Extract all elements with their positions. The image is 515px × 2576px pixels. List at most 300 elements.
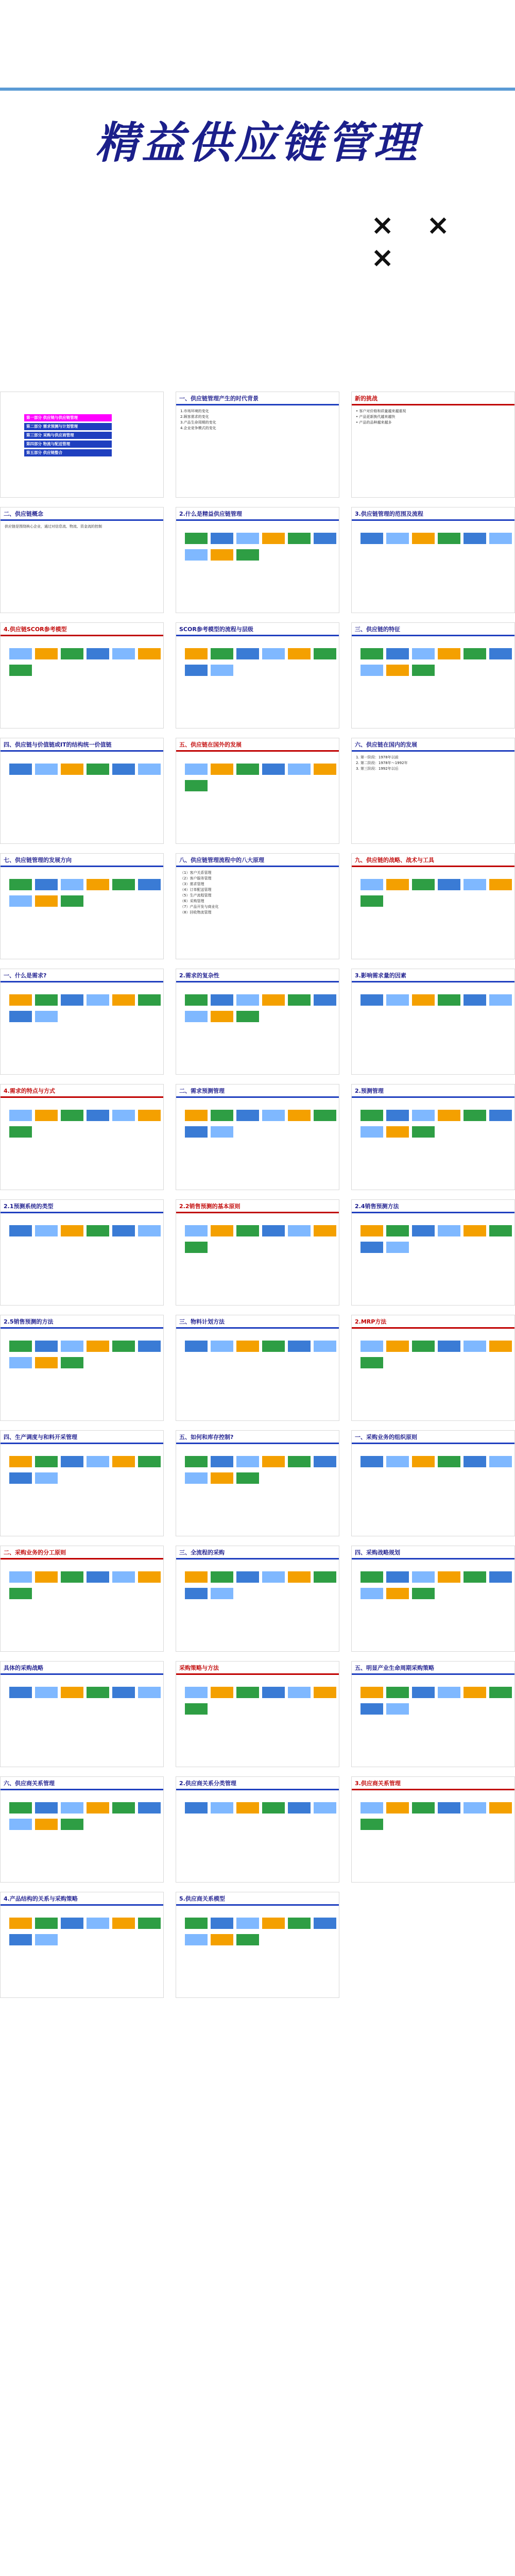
diagram-block [288,1110,311,1121]
diagram-block [386,994,409,1006]
slide-title: 2.5销售预测的方法 [1,1315,163,1329]
diagram-block [185,780,208,791]
slide-title: 2.什么是精益供应链管理 [176,507,339,521]
diagram-block [9,1918,32,1929]
slide-title: 六、供应链在国内的发展 [352,738,514,752]
diagram-block [112,1225,135,1236]
diagram-block [236,1011,259,1022]
slide-body [352,1675,514,1681]
slide-thumbnail [351,507,515,613]
diagram-block [61,1687,83,1698]
diagram-block [61,764,83,775]
diagram-block [236,648,259,659]
diagram-block [9,1934,32,1945]
slide-title: 五、明显产业生命周期采购策略 [352,1662,514,1675]
slide-body [1,1790,163,1797]
diagram-block [438,1456,460,1467]
diagram-block [185,1225,208,1236]
toc-list [24,413,112,458]
slide-thumbnail [176,1430,339,1536]
diagram-block [262,764,285,775]
toc-item: 第一部分 供应链与供应链管理 [24,414,112,421]
diagram-block [236,1918,259,1929]
slide-thumbnail [176,1661,339,1767]
slide-row [0,622,515,728]
diagram-block [360,1703,383,1715]
diagram-block [112,764,135,775]
slide-line: • 客户对价格和质量越来越重视 [356,409,406,413]
diagram-block [489,1341,512,1352]
diagram-block [360,994,383,1006]
diagram-block [314,1802,336,1814]
diagram-block [112,1456,135,1467]
slide-body [1,1329,163,1335]
diagram-block [9,1225,32,1236]
diagram-block [35,1819,58,1830]
slide-thumbnail [0,1199,164,1306]
slide-thumbnail [0,1892,164,1998]
diagram-block [360,895,383,907]
slide-graphic [183,1570,339,1603]
diagram-block [314,764,336,775]
diagram-block [262,648,285,659]
diagram-block [314,1341,336,1352]
slide-body [176,521,339,527]
slide-thumbnail [351,1199,515,1306]
diagram-block [386,533,409,544]
slide-graphic [359,1685,514,1718]
diagram-block [211,1687,233,1698]
slide-row [0,1546,515,1652]
slide-line: • 产品的品种越来越多 [356,420,392,425]
diagram-block [35,1225,58,1236]
diagram-block [138,1341,161,1352]
slide-graphic [183,1224,339,1257]
diagram-block [288,1341,311,1352]
cover-title: 精益供应链管理 [95,117,420,168]
diagram-block [412,879,435,890]
slide-thumbnail [0,622,164,728]
diagram-block [314,1225,336,1236]
slide-graphic [183,993,339,1026]
diagram-block [35,1341,58,1352]
slide-body [176,1906,339,1912]
slide-body [176,1675,339,1681]
diagram-block [138,1456,161,1467]
slide-line: （7）产品开发与商业化 [180,905,219,909]
slide-thumbnail [351,1661,515,1767]
slide-thumbnail [176,1546,339,1652]
diagram-block [464,1687,486,1698]
slide-graphic [359,877,514,910]
slide-body [352,1790,514,1797]
slide-line: （4）订单配送管理 [180,888,212,892]
diagram-block [112,1687,135,1698]
diagram-block [236,764,259,775]
slide-title: 二、需求预测管理 [176,1084,339,1098]
diagram-block [211,1225,233,1236]
slide-body [176,1098,339,1104]
diagram-block [211,1126,233,1138]
slide-graphic [8,1570,163,1603]
slide-graphic [8,1454,163,1487]
diagram-block [288,533,311,544]
slide-body [1,636,163,642]
diagram-block [236,1456,259,1467]
diagram-block [9,1588,32,1599]
slide-body [176,867,339,919]
diagram-block [360,648,383,659]
diagram-block [9,1472,32,1484]
diagram-block [236,1341,259,1352]
slide-row [0,392,515,498]
slide-line: 3.产品生命周期的变化 [180,420,216,425]
diagram-block [9,994,32,1006]
slide-title: 四、供应链与价值链或IT的结构统一价值链 [1,738,163,752]
diagram-block [9,1110,32,1121]
cover-slide [0,0,515,274]
diagram-block [262,533,285,544]
slide-row [0,1315,515,1421]
slide-body [352,1560,514,1566]
diagram-block [35,1918,58,1929]
slide-body [176,982,339,989]
diagram-block [262,1456,285,1467]
diagram-block [112,1802,135,1814]
diagram-block [211,1802,233,1814]
slide-thumbnail [0,392,164,498]
slide-title: 一、什么是需求? [1,969,163,982]
diagram-block [412,994,435,1006]
slide-graphic [8,1685,162,1702]
diagram-block [412,648,435,659]
diagram-block [288,994,311,1006]
slide-line: 3. 第三阶段：1992年以后 [356,767,399,771]
slide-title: 一、采购业务的组织原则 [352,1431,514,1444]
slide-title: 2.需求的复杂性 [176,969,339,982]
slide-title: 2.MRP方法 [352,1315,514,1329]
diagram-block [185,549,208,561]
diagram-block [35,1456,58,1467]
slide-title: 三、全流程的采购 [176,1546,339,1560]
diagram-block [9,764,32,775]
slide-body [352,1213,514,1219]
slide-title: 一、供应链管理产生的时代背景 [176,392,339,405]
diagram-block [288,1918,311,1929]
slide-title: 4.产品结构的关系与采购策略 [1,1892,163,1906]
slide-graphic [183,531,339,564]
diagram-block [61,1110,83,1121]
diagram-block [360,1242,383,1253]
diagram-block [489,1225,512,1236]
diagram-block [87,764,109,775]
diagram-block [35,1571,58,1583]
diagram-block [112,1110,135,1121]
cover-author: × × × [371,209,461,274]
diagram-block [185,1126,208,1138]
slide-body [176,1790,339,1797]
diagram-block [138,1918,161,1929]
toc-item: 第三部分 采购与供应商管理 [24,432,112,439]
diagram-block [288,1225,311,1236]
slide-title: 2.1预测系统的类型 [1,1200,163,1213]
slide-graphic [359,1570,514,1603]
slide-thumbnail [176,1199,339,1306]
slide-line: • 产品更新换代越来越快 [356,415,396,419]
diagram-block [35,1687,58,1698]
diagram-block [185,648,208,659]
slide-line: （5）生产流程管理 [180,893,212,897]
diagram-block [386,1802,409,1814]
slide-title: 九、供应链的战略、战术与工具 [352,854,514,867]
diagram-block [386,1225,409,1236]
slide-line: 2.顾客需求的变化 [180,415,209,419]
slide-graphic [183,647,339,680]
slide-thumbnail [351,1546,515,1652]
diagram-block [211,764,233,775]
slide-thumbnail [0,1661,164,1767]
slide-title: 2.4销售预测方法 [352,1200,514,1213]
diagram-block [35,1472,58,1484]
diagram-block [412,533,435,544]
diagram-block [211,1341,233,1352]
diagram-block [9,879,32,890]
diagram-block [185,1011,208,1022]
slide-title: SCOR参考模型的流程与层级 [176,623,339,636]
slide-graphic [359,647,514,680]
diagram-block [438,879,460,890]
diagram-block [236,533,259,544]
diagram-block [386,1242,409,1253]
diagram-block [87,1918,109,1929]
diagram-block [61,1802,83,1814]
slide-body [352,1444,514,1450]
slide-thumbnail [176,1084,339,1190]
slide-line: （2）客户服务管理 [180,876,212,880]
slide-title: 5.供应商关系模型 [176,1892,339,1906]
diagram-block [386,1341,409,1352]
diagram-block [360,1110,383,1121]
diagram-block [438,1571,460,1583]
diagram-block [87,1225,109,1236]
slide-body [1,521,163,533]
diagram-block [464,1802,486,1814]
diagram-block [236,1934,259,1945]
slide-line: （6）采购管理 [180,899,204,903]
slide-line: 1.市场环境的变化 [180,409,209,413]
slide-title: 六、供应商关系管理 [1,1777,163,1790]
diagram-block [211,533,233,544]
diagram-block [112,1571,135,1583]
slide-graphic [359,993,513,1009]
diagram-block [9,1357,32,1368]
diagram-block [236,1110,259,1121]
slide-body [176,1560,339,1566]
slide-graphic [8,1916,163,1949]
diagram-block [412,1802,435,1814]
diagram-block [211,1472,233,1484]
diagram-block [386,1687,409,1698]
diagram-block [360,879,383,890]
toc-item: 第四部分 物流与配送管理 [24,440,112,448]
slide-row [0,1430,515,1536]
diagram-block [87,879,109,890]
diagram-block [288,1456,311,1467]
diagram-block [438,1687,460,1698]
diagram-block [262,1918,285,1929]
slide-body [1,752,163,758]
diagram-block [489,994,512,1006]
diagram-block [360,1225,383,1236]
diagram-block [112,648,135,659]
diagram-block [35,764,58,775]
diagram-block [211,1934,233,1945]
diagram-block [464,648,486,659]
diagram-block [314,1456,336,1467]
diagram-block [185,1456,208,1467]
diagram-block [438,1110,460,1121]
slide-graphic [8,762,162,778]
slide-thumbnail [176,1315,339,1421]
slide-thumbnail [176,969,339,1075]
slide-body [1,1098,163,1104]
diagram-block [412,1225,435,1236]
diagram-block [35,1011,58,1022]
diagram-block [262,1802,285,1814]
slide-graphic [183,1685,339,1718]
diagram-block [211,1918,233,1929]
toc-item: 第二部分 需求预测与计划管理 [24,423,112,430]
diagram-block [412,1456,435,1467]
slide-title: 四、采购战略规划 [352,1546,514,1560]
slide-title: 三、物料计划方法 [176,1315,339,1329]
diagram-block [236,1472,259,1484]
diagram-block [360,1571,383,1583]
diagram-block [412,1126,435,1138]
slide-title: 4.需求的特点与方式 [1,1084,163,1098]
diagram-block [211,1588,233,1599]
diagram-block [314,994,336,1006]
diagram-block [87,1456,109,1467]
slide-graphic [8,1339,163,1372]
slide-body [1,1444,163,1450]
diagram-block [138,648,161,659]
diagram-block [464,1225,486,1236]
cover-accent-bar [0,88,515,91]
slide-body [1,867,163,873]
slide-thumbnail [0,738,164,844]
diagram-block [138,1687,161,1698]
diagram-block [138,994,161,1006]
diagram-block [35,648,58,659]
diagram-block [211,549,233,561]
diagram-block [185,1918,208,1929]
slide-body [352,752,514,775]
diagram-block [464,879,486,890]
slide-title: 2.供应商关系分类管理 [176,1777,339,1790]
slide-graphic [359,1454,513,1471]
slide-graphic [359,1801,514,1834]
diagram-block [489,1456,512,1467]
diagram-block [262,1341,285,1352]
diagram-block [464,1456,486,1467]
diagram-block [288,648,311,659]
diagram-block [211,1011,233,1022]
diagram-block [87,1571,109,1583]
diagram-block [61,1918,83,1929]
diagram-block [360,1456,383,1467]
slide-graphic [8,877,163,910]
diagram-block [112,1341,135,1352]
diagram-block [412,665,435,676]
diagram-block [360,1126,383,1138]
diagram-block [314,533,336,544]
diagram-block [138,1571,161,1583]
diagram-block [185,994,208,1006]
diagram-block [262,1687,285,1698]
diagram-block [288,1802,311,1814]
slide-graphic [183,1339,338,1355]
slide-thumbnail [351,1315,515,1421]
slide-thumbnail [351,853,515,959]
slide-graphic [8,1801,163,1834]
slide-row [0,853,515,959]
diagram-block [138,764,161,775]
diagram-block [288,764,311,775]
slide-row [0,738,515,844]
diagram-block [61,648,83,659]
slide-line: （1）客户关系管理 [180,871,212,875]
diagram-block [464,1571,486,1583]
diagram-block [360,1588,383,1599]
slide-title: 二、供应链概念 [1,507,163,521]
diagram-block [236,1687,259,1698]
diagram-block [314,648,336,659]
diagram-block [185,764,208,775]
slide-body [176,1444,339,1450]
slide-thumbnail [351,738,515,844]
diagram-block [35,879,58,890]
diagram-block [360,1819,383,1830]
diagram-block [438,994,460,1006]
diagram-block [185,1341,208,1352]
diagram-block [360,665,383,676]
slide-body [1,982,163,989]
diagram-block [438,1225,460,1236]
diagram-block [185,1110,208,1121]
slide-body [352,1329,514,1335]
diagram-block [35,994,58,1006]
diagram-block [314,1110,336,1121]
diagram-block [87,994,109,1006]
diagram-block [87,1110,109,1121]
diagram-block [314,1571,336,1583]
diagram-block [185,665,208,676]
slide-thumbnail [176,507,339,613]
diagram-block [236,1571,259,1583]
diagram-block [211,1571,233,1583]
slide-line: 供应链是围绕核心企业，通过对信息流、物流、资金流的控制 [5,524,102,529]
slide-row [0,1661,515,1767]
slide-title: 五、供应链在国外的发展 [176,738,339,752]
diagram-block [386,1588,409,1599]
slide-body [176,1329,339,1335]
diagram-block [262,1110,285,1121]
diagram-block [9,648,32,659]
slide-thumbnail [0,969,164,1075]
slide-graphic [359,1339,514,1372]
diagram-block [489,1571,512,1583]
